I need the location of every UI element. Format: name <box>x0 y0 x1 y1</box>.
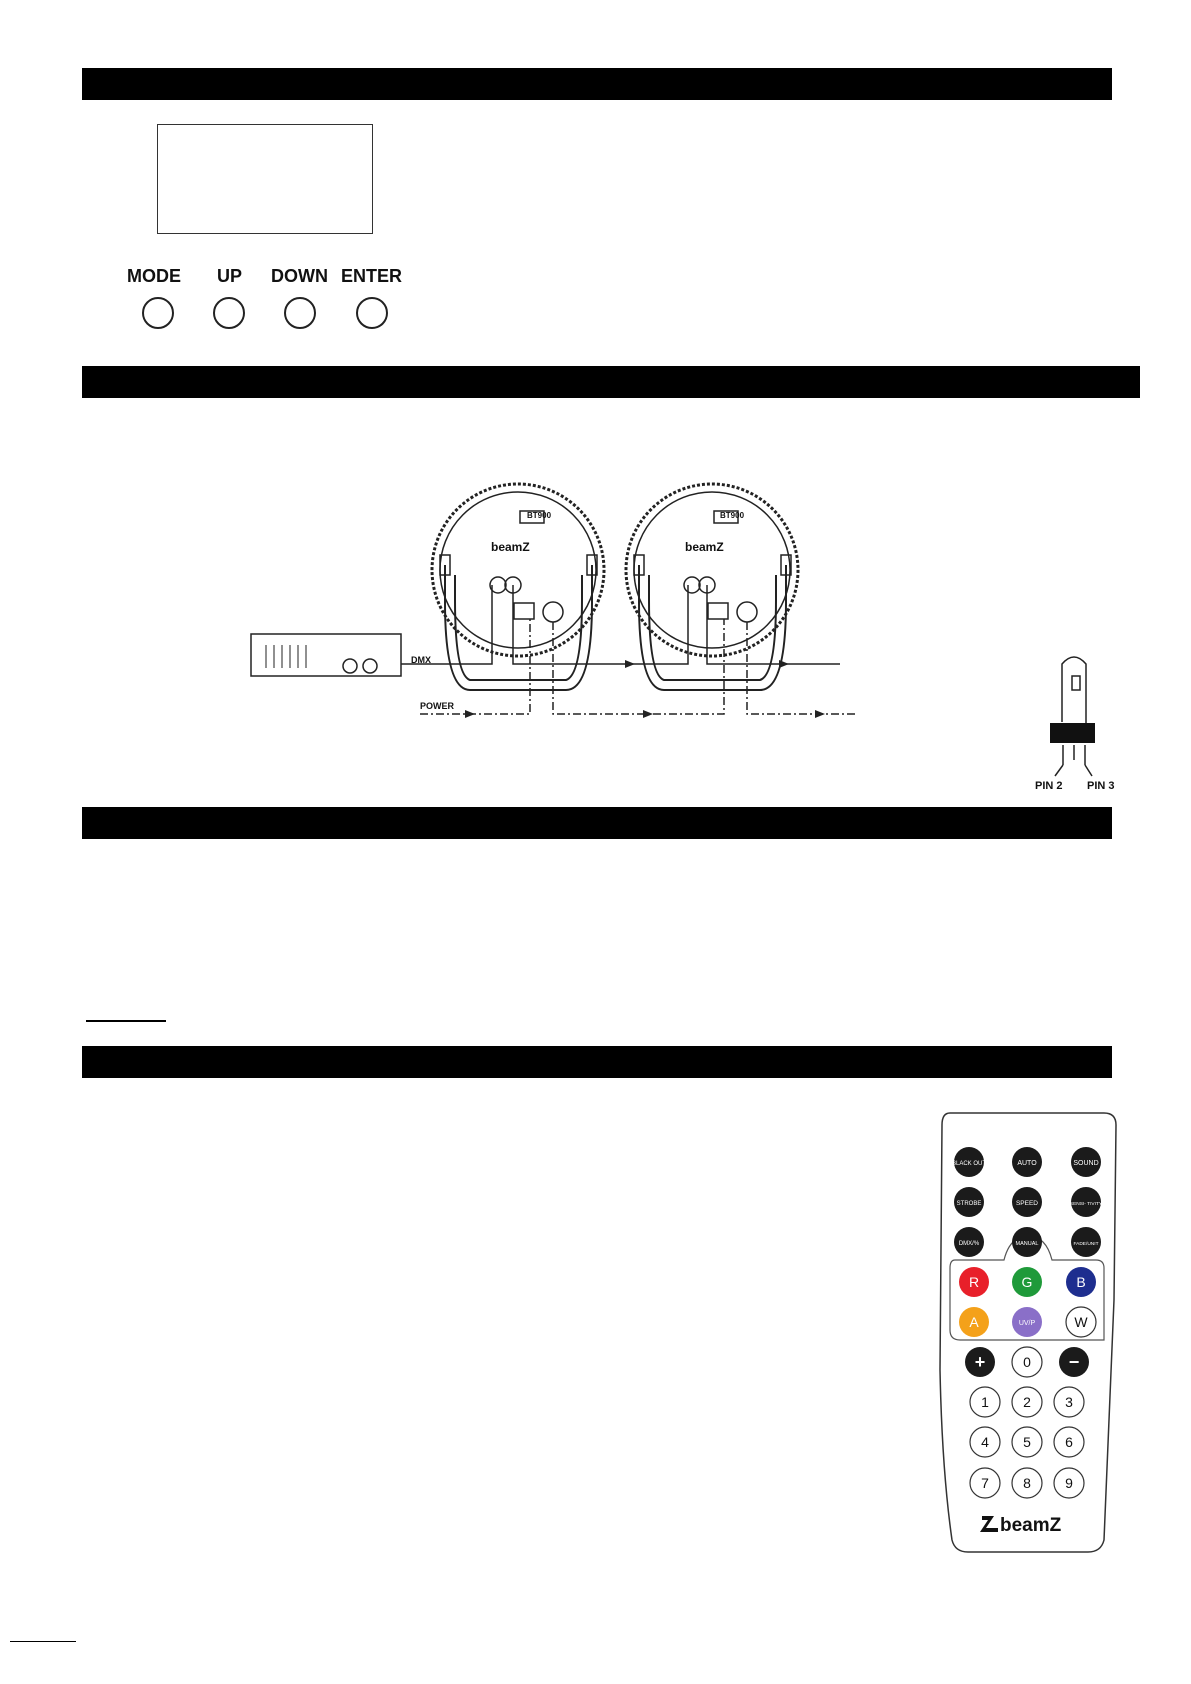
white-button[interactable] <box>1066 1307 1096 1337</box>
green-button-label: G <box>1021 1274 1033 1290</box>
number-2-button[interactable] <box>1012 1387 1042 1417</box>
number-2-label: 2 <box>1023 1394 1031 1410</box>
fixture-2-model: BT900 <box>720 511 745 520</box>
number-3-button[interactable] <box>1054 1387 1084 1417</box>
mode-button-label: MODE <box>127 266 181 286</box>
strobe-button[interactable] <box>954 1187 984 1217</box>
number-3-label: 3 <box>1065 1394 1073 1410</box>
number-4-label: 4 <box>981 1434 989 1450</box>
number-7-button[interactable] <box>970 1468 1000 1498</box>
blue-button[interactable] <box>1066 1267 1096 1297</box>
down-button-label: DOWN <box>271 266 328 286</box>
fixture-2-brand: beamZ <box>685 540 724 554</box>
number-1-button[interactable] <box>970 1387 1000 1417</box>
red-button[interactable] <box>959 1267 989 1297</box>
sensitivity-button-label: SENSI- TIVITY <box>1069 1202 1103 1207</box>
number-7-label: 7 <box>981 1475 989 1491</box>
dmx-percent-button[interactable] <box>954 1227 984 1257</box>
plus-button[interactable] <box>965 1347 995 1377</box>
number-9-button[interactable] <box>1054 1468 1084 1498</box>
power-label: POWER <box>420 701 455 711</box>
manual-button[interactable] <box>1012 1227 1042 1257</box>
speed-button-label: SPEED <box>1015 1200 1039 1207</box>
number-5-button[interactable] <box>1012 1427 1042 1457</box>
white-button-label: W <box>1074 1314 1088 1330</box>
amber-button[interactable] <box>959 1307 989 1337</box>
blue-button-label: B <box>1076 1274 1086 1290</box>
fade-unit-button-label: FADE/UNIT <box>1073 1242 1099 1247</box>
number-4-button[interactable] <box>970 1427 1000 1457</box>
dmx-percent-button-label: DMX/% <box>958 1241 980 1247</box>
auto-button-label: AUTO <box>1017 1160 1037 1167</box>
number-6-label: 6 <box>1065 1434 1073 1450</box>
minus-button-label: − <box>1068 1352 1080 1372</box>
manual-button-label: MANUAL <box>1015 1241 1039 1247</box>
number-1-label: 1 <box>981 1394 989 1410</box>
amber-button-label: A <box>969 1314 979 1330</box>
sound-button-label: SOUND <box>1073 1160 1099 1167</box>
number-8-label: 8 <box>1023 1475 1031 1491</box>
sound-button[interactable] <box>1071 1147 1101 1177</box>
number-8-button[interactable] <box>1012 1468 1042 1498</box>
number-5-label: 5 <box>1023 1434 1031 1450</box>
number-6-button[interactable] <box>1054 1427 1084 1457</box>
dmx-label: DMX <box>411 655 431 665</box>
uv-button[interactable] <box>1012 1307 1042 1337</box>
minus-button[interactable] <box>1059 1347 1089 1377</box>
fade-unit-button[interactable] <box>1071 1227 1101 1257</box>
uv-button-label: UV/P <box>1018 1320 1036 1327</box>
number-9-label: 9 <box>1065 1475 1073 1491</box>
pin-2-label: PIN 2 <box>1035 780 1063 792</box>
green-button[interactable] <box>1012 1267 1042 1297</box>
fixture-1-model: BT900 <box>527 511 552 520</box>
speed-button[interactable] <box>1012 1187 1042 1217</box>
remote-brand-label: beamZ <box>1000 1515 1062 1536</box>
zero-button[interactable] <box>1012 1347 1042 1377</box>
fixture-1-brand: beamZ <box>491 540 530 554</box>
blackout-button-label: BLACK OUT <box>951 1161 987 1167</box>
footer-rule <box>10 1641 76 1642</box>
auto-button[interactable] <box>1012 1147 1042 1177</box>
plus-button-label: + <box>974 1352 986 1372</box>
up-button-label: UP <box>217 266 243 286</box>
zero-button-label: 0 <box>1023 1354 1031 1370</box>
red-button-label: R <box>968 1274 980 1290</box>
strobe-button-label: STROBE <box>956 1201 982 1207</box>
enter-button-label: ENTER <box>341 266 403 286</box>
pin-3-label: PIN 3 <box>1087 780 1115 792</box>
